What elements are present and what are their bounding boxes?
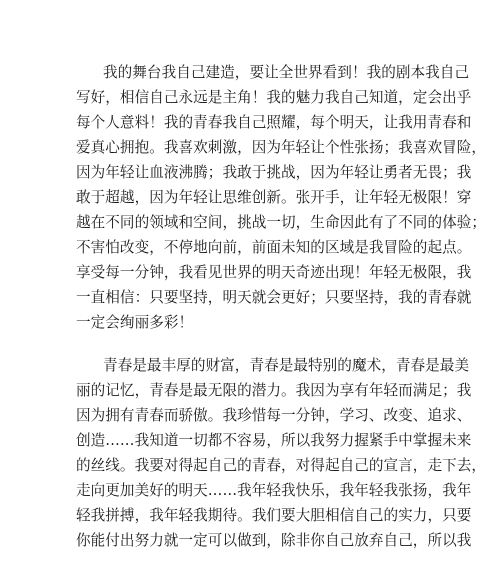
paragraph-2-line-8: 你能付出努力就一定可以做到，除非你自己放弃自己，所以我 — [76, 532, 472, 549]
paragraph-2-line-4: 创造……我知道一切都不容易，所以我努力握紧手中掌握未来 — [76, 432, 472, 449]
paragraph-1-line-1: 我的舞台我自己建造，要让全世界看到！我的剧本我自己 — [103, 64, 470, 81]
paragraph-1-line-5: 因为年轻让血液沸腾；我敢于挑战，因为年轻让勇者无畏；我 — [76, 164, 472, 181]
paragraph-2-line-5: 的丝线。我要对得起自己的青春，对得起自己的宣言，走下去， — [76, 457, 487, 474]
paragraph-1-line-11: 一定会绚丽多彩！ — [76, 314, 194, 331]
paragraph-1-line-7: 越在不同的领域和空间，挑战一切，生命因此有了不同的体验； — [76, 214, 487, 231]
paragraph-2-line-3: 因为拥有青春而骄傲。我珍惜每一分钟，学习、改变、追求、 — [76, 407, 472, 424]
paragraph-1-line-6: 敢于超越，因为年轻让思维创新。张开手，让年轻无极限！穿 — [76, 189, 472, 206]
paragraph-2-line-7: 轻我拼搏，我年轻我期待。我们要大胆相信自己的实力，只要 — [76, 507, 472, 524]
paragraph-1-line-2: 写好，相信自己永远是主角！我的魅力我自己知道，定会出乎 — [76, 89, 472, 106]
paragraph-2-line-6: 走向更加美好的明天……我年轻我快乐，我年轻我张扬，我年 — [76, 482, 472, 499]
paragraph-1-line-4: 爱真心拥抱。我喜欢刺激，因为年轻让个性张扬；我喜欢冒险， — [76, 139, 487, 156]
paragraph-2-line-2: 丽的记忆，青春是最无限的潜力。我因为享有年轻而满足；我 — [76, 382, 472, 399]
paragraph-1-line-9: 享受每一分钟，我看见世界的明天奇迹出现！年轻无极限，我 — [76, 264, 472, 281]
paragraph-1-line-10: 一直相信：只要坚持，明天就会更好；只要坚持，我的青春就 — [76, 289, 472, 306]
paragraph-2-line-1: 青春是最丰厚的财富，青春是最特别的魔术，青春是最美 — [103, 357, 470, 374]
paragraph-1-line-3: 每个人意料！我的青春我自己照耀，每个明天，让我用青春和 — [76, 114, 472, 131]
paragraph-1-line-8: 不害怕改变，不停地向前，前面未知的区域是我冒险的起点。 — [76, 239, 472, 256]
